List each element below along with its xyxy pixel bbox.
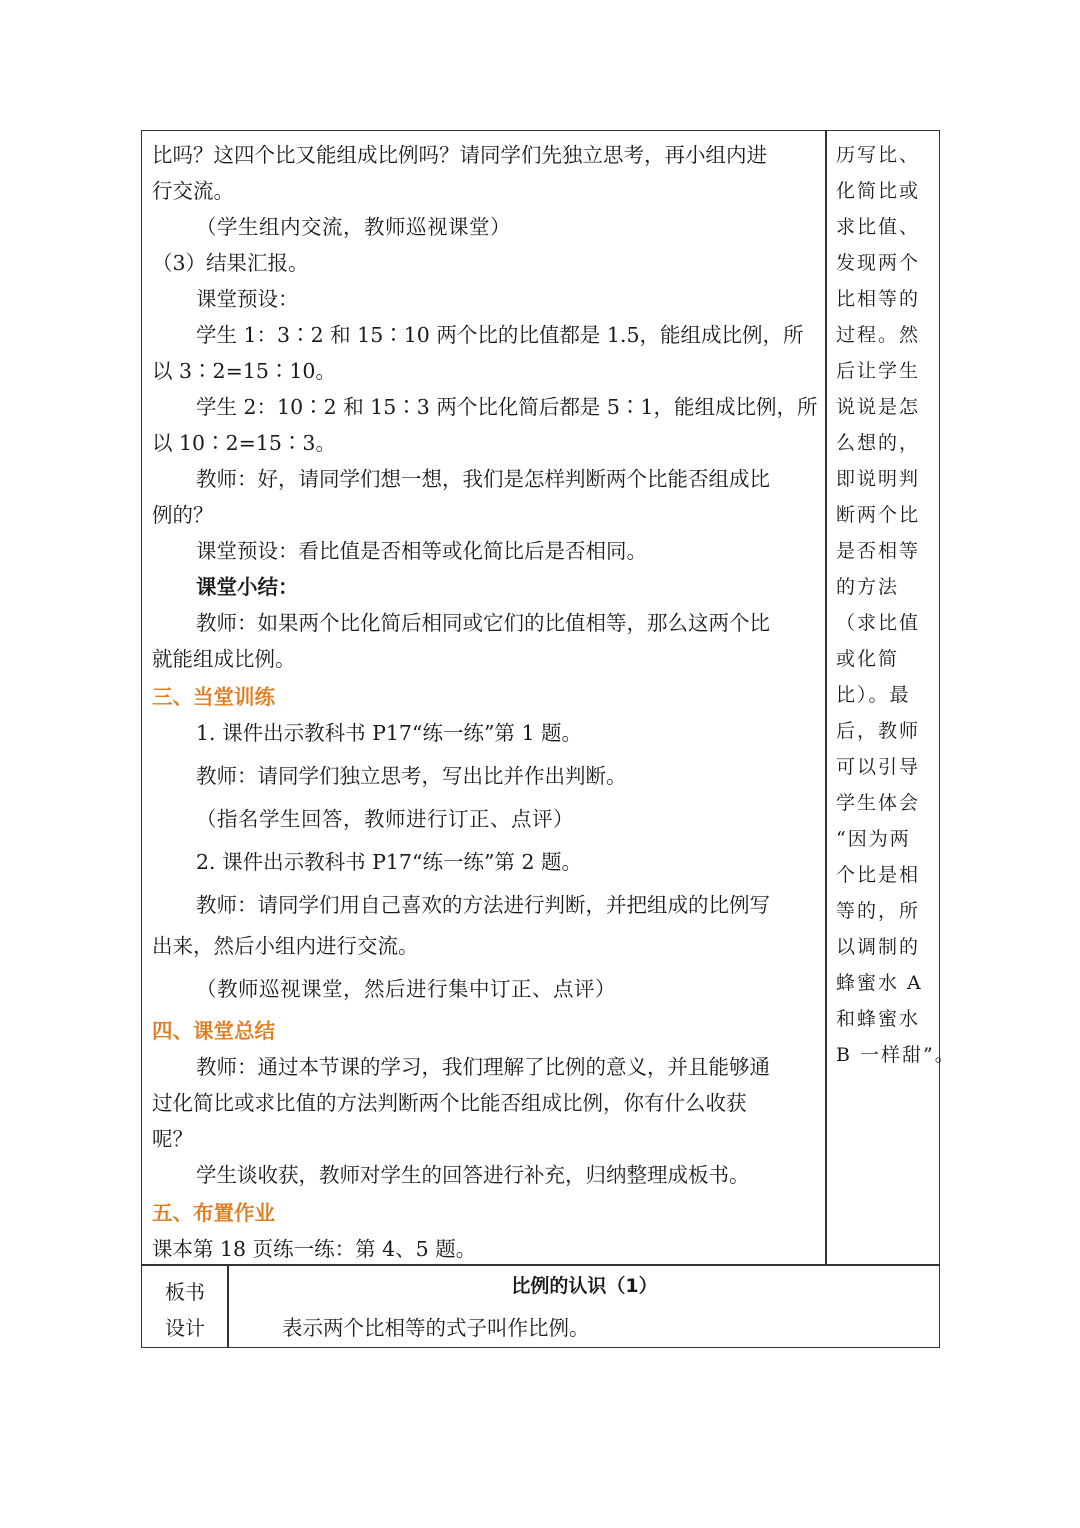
- body-line: 比吗？这四个比又能组成比例吗？请同学们先独立思考，再小组内进: [152, 143, 767, 167]
- body-line: 以 10∶2=15∶3。: [152, 431, 336, 455]
- side-note-line: 比相等的: [836, 288, 921, 310]
- section-heading-homework: 五、布置作业: [152, 1201, 275, 1225]
- side-note-line: B 一样甜”。: [836, 1044, 956, 1066]
- body-line: 教师：通过本节课的学习，我们理解了比例的意义，并且能够通: [196, 1055, 770, 1079]
- section-heading-summary: 四、课堂总结: [152, 1019, 275, 1043]
- body-line: 学生谈收获，教师对学生的回答进行补充，归纳整理成板书。: [196, 1163, 750, 1187]
- side-note-line: 断两个比: [836, 504, 921, 526]
- body-line: 过化简比或求比值的方法判断两个比能否组成比例，你有什么收获: [152, 1091, 747, 1115]
- section-heading-practice: 三、当堂训练: [152, 685, 275, 709]
- side-note-line: （求比值: [836, 612, 921, 634]
- body-line: 行交流。: [152, 179, 234, 203]
- side-note-line: 后，教师: [836, 720, 921, 742]
- body-line: （教师巡视课堂，然后进行集中订正、点评）: [196, 977, 616, 1001]
- lesson-table: [141, 130, 956, 1348]
- body-line: 课堂预设：: [196, 287, 299, 311]
- side-note-line: 化简比或: [836, 180, 921, 202]
- side-note-line: 个比是相: [836, 864, 921, 886]
- summary-heading: 课堂小结：: [196, 575, 299, 599]
- body-line: 例的？: [152, 503, 214, 527]
- board-text: 表示两个比相等的式子叫作比例。: [282, 1316, 590, 1340]
- body-line: 2. 课件出示教科书 P17“练一练”第 2 题。: [196, 850, 583, 874]
- side-note-line: 学生体会: [836, 792, 921, 814]
- side-note-line: 么想的，: [836, 432, 921, 454]
- side-note-line: 可以引导: [836, 756, 921, 778]
- body-line: 出来，然后小组内进行交流。: [152, 934, 419, 958]
- body-line: （学生组内交流，教师巡视课堂）: [196, 215, 511, 239]
- body-line: （指名学生回答，教师进行订正、点评）: [196, 807, 574, 831]
- body-line: 教师：请同学们用自己喜欢的方法进行判断，并把组成的比例写: [196, 893, 770, 917]
- side-note-line: 等的，所: [836, 900, 921, 922]
- side-note-line: 以调制的: [836, 936, 921, 958]
- board-label: 设计: [165, 1316, 205, 1340]
- side-note-line: 和蜂蜜水: [836, 1008, 921, 1030]
- body-line: （3）结果汇报。: [152, 251, 309, 275]
- body-line: 课本第 18 页练一练：第 4、5 题。: [152, 1237, 477, 1261]
- side-note-line: 发现两个: [836, 252, 921, 274]
- body-line: 学生 1：3∶2 和 15∶10 两个比的比值都是 1.5，能组成比例，所: [196, 323, 804, 347]
- side-note-line: 后让学生: [836, 360, 921, 382]
- body-line: 呢？: [152, 1127, 193, 1151]
- side-note-line: 历写比、: [836, 144, 921, 166]
- body-line: 教师：好，请同学们想一想，我们是怎样判断两个比能否组成比: [196, 467, 770, 491]
- body-line: 学生 2：10∶2 和 15∶3 两个比化简后都是 5∶1，能组成比例，所: [196, 395, 818, 419]
- side-note-line: “因为两: [836, 828, 911, 850]
- board-title: 比例的认识（1）: [511, 1275, 658, 1297]
- side-note-line: 求比值、: [836, 216, 921, 238]
- side-note-line: 过程。然: [836, 324, 921, 346]
- side-note-line: 蜂蜜水 A: [836, 972, 923, 994]
- side-note-line: 即说明判: [836, 468, 921, 490]
- side-note-line: 的方法: [836, 576, 900, 598]
- side-note-line: 或化简: [836, 648, 900, 670]
- body-line: 教师：请同学们独立思考，写出比并作出判断。: [196, 764, 627, 788]
- column-divider: [825, 131, 827, 1264]
- body-line: 1. 课件出示教科书 P17“练一练”第 1 题。: [196, 721, 583, 745]
- body-line: 教师：如果两个比化简后相同或它们的比值相等，那么这两个比: [196, 611, 770, 635]
- side-note-line: 是否相等: [836, 540, 921, 562]
- body-line: 就能组成比例。: [152, 647, 296, 671]
- side-note-line: 说说是怎: [836, 396, 921, 418]
- body-line: 以 3∶2=15∶10。: [152, 359, 336, 383]
- body-line: 课堂预设：看比值是否相等或化简比后是否相同。: [196, 539, 647, 563]
- board-label: 板书: [165, 1280, 205, 1304]
- side-note-line: 比）。最: [836, 684, 911, 706]
